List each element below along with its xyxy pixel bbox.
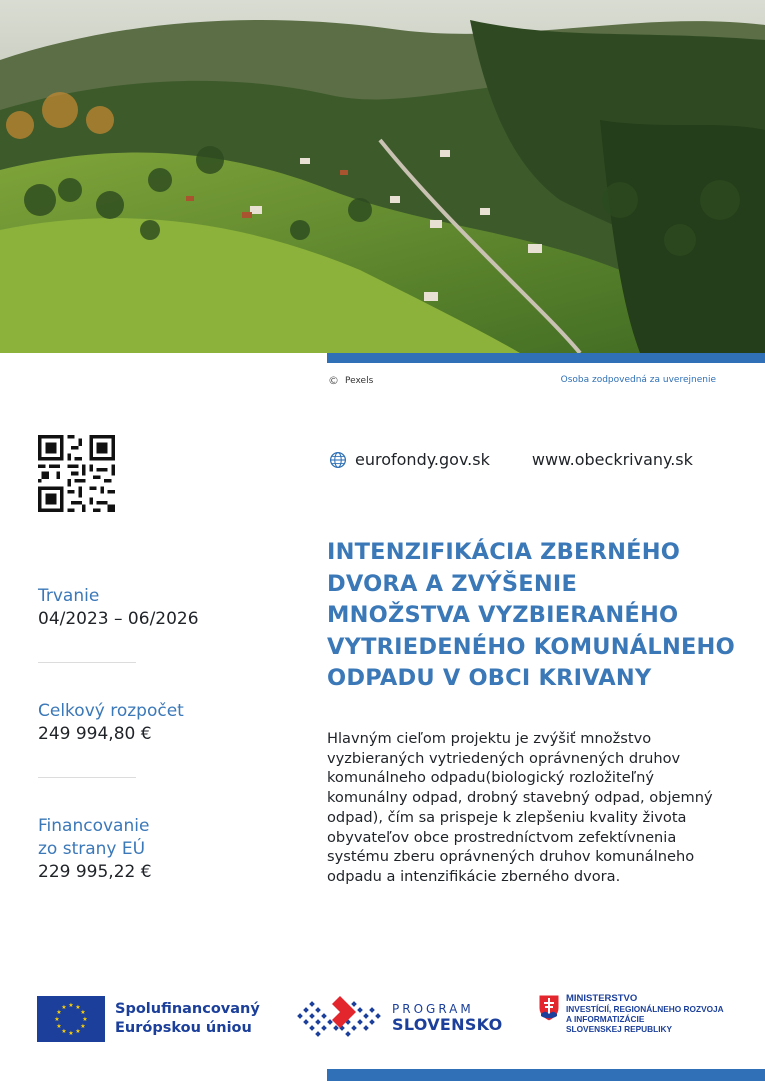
- svg-text:★: ★: [68, 1002, 74, 1009]
- svg-text:★: ★: [61, 1028, 67, 1035]
- eu-cofinanced-logo: [37, 996, 260, 1042]
- svg-text:★: ★: [56, 1009, 62, 1016]
- budget-block: [38, 700, 278, 746]
- description-line: vyzbieraných vytriedených oprávnených druhov: [327, 749, 681, 767]
- project-title-line: VYTRIEDENÉHO KOMUNÁLNEHO: [327, 633, 735, 660]
- program-text: [392, 1001, 503, 1033]
- description-line: obyvateľov obce prostredníctvom zefektívnenia: [327, 828, 677, 846]
- qr-code[interactable]: [38, 435, 115, 512]
- ministry-line: SLOVENSKEJ REPUBLIKY: [566, 1024, 673, 1034]
- ministry-line: A INFORMATIZÁCIE: [566, 1014, 645, 1024]
- eu-flag: [37, 996, 105, 1042]
- responsible-person-label: Osoba zodpovedná za uverejnenie: [560, 375, 716, 385]
- website-links: [329, 450, 693, 469]
- project-title-line: ODPADU V OBCI KRIVANY: [327, 665, 652, 691]
- description-line: odpadu a intenzifikácie zberného dvora.: [327, 867, 621, 885]
- copyright-icon: ©: [328, 374, 339, 387]
- qr-code-graphic: [38, 435, 115, 512]
- funding-block: [38, 815, 278, 884]
- svg-text:★: ★: [54, 1016, 60, 1023]
- program-slovensko-logo: [296, 994, 503, 1040]
- ministry-line: MINISTERSTVO: [566, 993, 638, 1004]
- funding-value: 229 995,22 €: [38, 862, 152, 882]
- bottom-accent-bar: [327, 1069, 765, 1081]
- description-line: systému zberu oprávnených druhov komunálneho: [327, 848, 695, 866]
- svg-text:★: ★: [61, 1004, 67, 1011]
- svg-text:★: ★: [56, 1023, 62, 1030]
- program-line: SLOVENSKO: [392, 1015, 503, 1034]
- budget-label: Celkový rozpočet: [38, 701, 184, 721]
- description-line: komunálneho odpadu(biologický rozložiteľný: [327, 769, 655, 787]
- ministry-line: INVESTÍCIÍ, REGIONÁLNEHO ROZVOJA: [566, 1004, 724, 1014]
- photo-credit: [328, 374, 373, 387]
- description-line: komunálny odpad, drobný stavebný odpad, objemný: [327, 789, 713, 807]
- svg-text:★: ★: [75, 1004, 81, 1011]
- svg-text:★: ★: [82, 1016, 88, 1023]
- funding-label: zo strany EÚ: [38, 839, 146, 859]
- program-slovensko-mark: [296, 994, 384, 1040]
- top-accent-bar: [327, 353, 765, 363]
- funding-label: Financovanie: [38, 816, 150, 836]
- photo-credit-text: Pexels: [345, 375, 374, 386]
- svg-text:★: ★: [80, 1023, 86, 1030]
- eu-logo-line: Spolufinancovaný: [115, 1001, 260, 1017]
- ministry-logo: [538, 994, 724, 1034]
- svg-text:★: ★: [68, 1030, 74, 1037]
- description-line: Hlavným cieľom projektu je zvýšiť množstvo: [327, 730, 652, 747]
- municipality-link[interactable]: www.obeckrivany.sk: [531, 450, 693, 469]
- description-line: odpad), čím sa prispeje k zlepšeniu kvality života: [327, 808, 687, 826]
- divider: [38, 662, 136, 663]
- duration-value: 04/2023 – 06/2026: [38, 609, 199, 629]
- slovak-coat-of-arms: [538, 994, 560, 1022]
- divider: [38, 777, 136, 778]
- eurofondy-link[interactable]: eurofondy.gov.sk: [355, 450, 490, 469]
- project-description: [327, 729, 727, 887]
- project-title-line: DVORA A ZVÝŠENIE: [327, 570, 578, 597]
- svg-text:★: ★: [75, 1028, 81, 1035]
- landscape-image: [0, 0, 765, 353]
- project-title-line: INTENZIFIKÁCIA ZBERNÉHO: [327, 539, 681, 565]
- eu-logo-text: [115, 1000, 260, 1038]
- ministry-text: [566, 994, 724, 1034]
- svg-text:★: ★: [80, 1009, 86, 1016]
- program-line: PROGRAM: [392, 1002, 474, 1016]
- project-title-line: MNOŽSTVA VYZBIERANÉHO: [327, 602, 679, 628]
- eu-logo-line: Európskou úniou: [115, 1020, 252, 1036]
- project-title: [327, 537, 737, 695]
- duration-block: [38, 585, 278, 631]
- duration-label: Trvanie: [38, 586, 100, 606]
- budget-value: 249 994,80 €: [38, 724, 152, 744]
- globe-icon: [329, 451, 347, 469]
- hero-photo: [0, 0, 765, 353]
